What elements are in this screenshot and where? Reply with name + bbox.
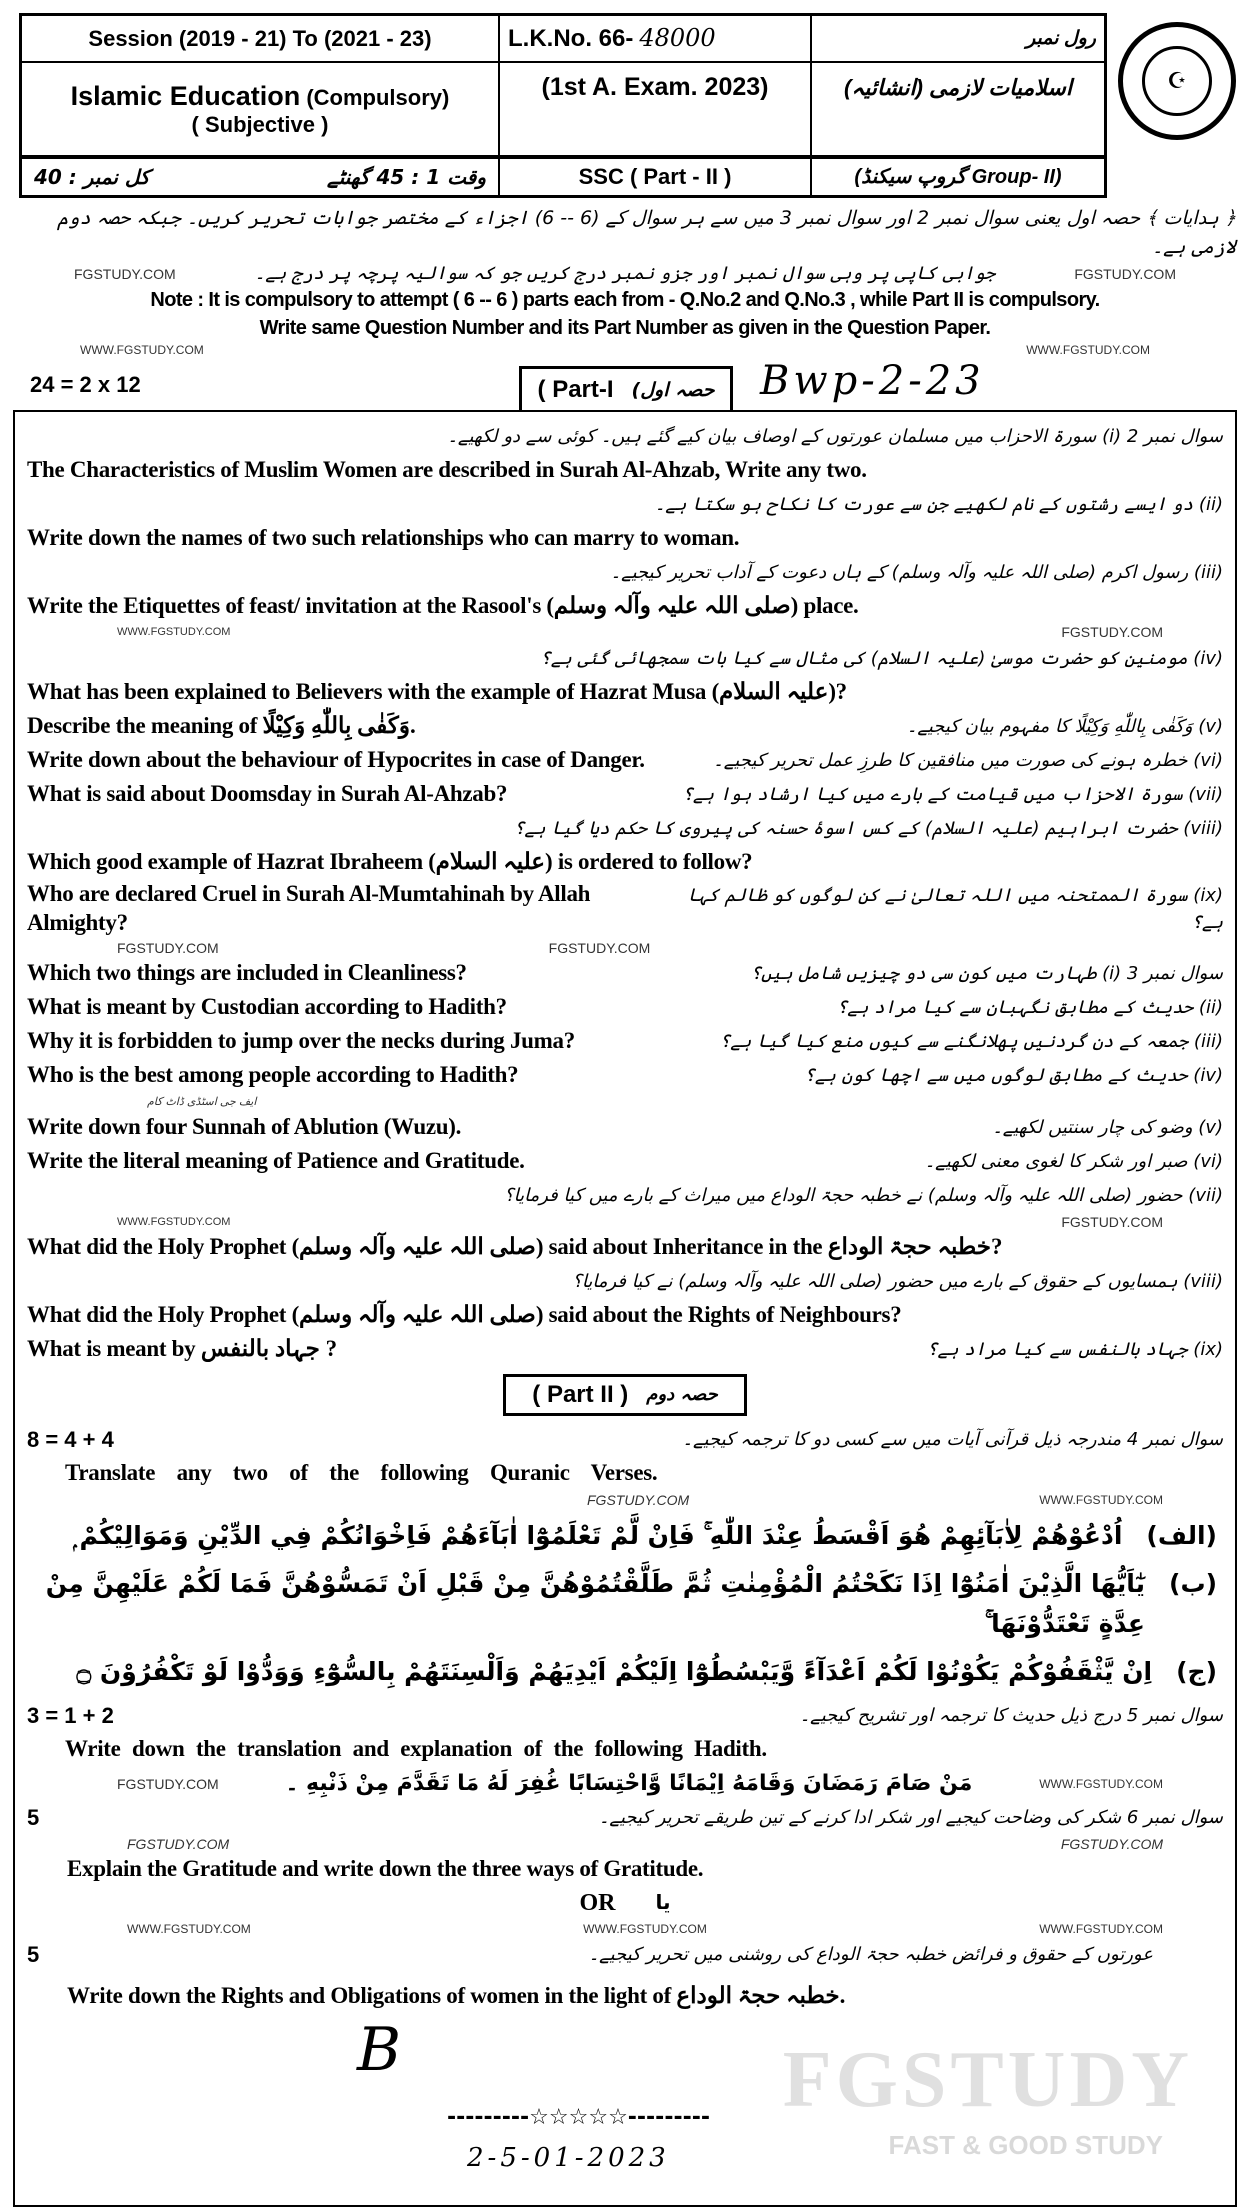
part1-heading [0, 360, 1250, 410]
watermark-text: WWW.FGSTUDY.COM [1026, 343, 1150, 357]
question-area [13, 410, 1237, 2207]
lk-number-cell [500, 16, 812, 63]
q6-urdu: سوال نمبر 6 شکر کی وضاحت کیجیے اور شکر ادا کرنے کے تین طریقے تحریر کیجیے۔ [598, 1807, 1223, 1828]
q3-urdu: (ii) حدیث کے مطابق نگہبان سے کیا مراد ہے؟ [836, 997, 1223, 1018]
watermark-text: FGSTUDY.COM [1060, 1835, 1163, 1852]
subject-suffix: (Compulsory) [306, 84, 450, 110]
subject-urdu: اسلامیات لازمی (انشائیہ) [812, 63, 1104, 159]
watermark-text: WWW.FGSTUDY.COM [1039, 1492, 1163, 1507]
watermark-text: FGSTUDY.COM [127, 1835, 230, 1852]
handwritten-code: Bwp-2-23 [760, 358, 985, 404]
q4-english: Translate any two of the following Quranic Verses. [65, 1460, 658, 1486]
q6-alt-urdu: عورتوں کے حقوق و فرائض خطبہ حجۃ الوداع کی روشنی میں تحریر کیجیے۔ [588, 1944, 1153, 1965]
q5-english: Write down the translation and explanation of the following Hadith. [65, 1736, 767, 1762]
header-area [0, 0, 1250, 204]
q3-urdu: (viii) ہمسایوں کے حقوق کے بارے میں حضور (صلی اللہ علیہ وآلہ وسلم) نے کیا فرمایا؟ [572, 1271, 1223, 1292]
q2-english: Who are declared Cruel in Surah Al-Mumtahinah by Allah Almighty? [27, 881, 591, 935]
watermark-text: FGSTUDY.COM [117, 939, 219, 956]
q3-english: What is meant by Custodian according to Hadith? [27, 994, 507, 1020]
q2-urdu: (viii) حضرت ابراہیم (علیہ السلام) کے کس اسوۂ حسنہ کی پیروی کا حکم دیا گیا ہے؟ [513, 817, 1223, 839]
watermark-text: FGSTUDY.COM [117, 1775, 219, 1792]
watermark-logo: FGSTUDY [782, 2035, 1193, 2124]
q2-english: What has been explained to Believers with the example of Hazrat Musa (علیہ السلام)? [27, 678, 847, 704]
handwritten-date: 2-5-01-2023 [467, 2142, 670, 2173]
part1-label-urdu: حصہ اول) [631, 378, 715, 401]
q3-english: Why it is forbidden to jump over the necks during Juma? [27, 1028, 575, 1054]
q3-english: What did the Holy Prophet (صلی اللہ علیہ وآلہ وسلم) said about Inheritance in the خطبہ حجۃ الوداع? [27, 1234, 1003, 1260]
watermark-text: WWW.FGSTUDY.COM [1039, 1921, 1163, 1936]
board-logo [1118, 22, 1236, 140]
instructions [0, 204, 1250, 342]
q3-english: Write down four Sunnah of Ablution (Wuzu). [27, 1114, 462, 1140]
signature: B [357, 2014, 406, 2085]
q3-english: Write the literal meaning of Patience and Gratitude. [27, 1148, 525, 1174]
part2-label: ( Part II ) [532, 1380, 629, 1408]
total-marks: کل نمبر : 40 [34, 164, 150, 189]
q2-english: Write down the names of two such relationships who can marry to woman. [27, 524, 740, 550]
q5-marks: 3 = 1 + 2 [27, 1702, 114, 1728]
watermark-text: WWW.FGSTUDY.COM [80, 343, 204, 357]
instructions-urdu-2: جوابی کاپی پر وہی سوال نمبر اور جزو نمبر درج کریں جو کہ سوالیہ پرچہ پر درج ہے۔ [254, 263, 996, 284]
note-text-2: Write same Question Number and its Part Number as given in the Question Paper. [259, 317, 991, 339]
lk-number: L.K.No. 66- [508, 24, 634, 52]
q6-marks: 5 [27, 1804, 40, 1830]
q2-urdu: (ii) دو ایسے رشتوں کے نام لکھیے جن سے عورت کا نکاح ہو سکتا ہے۔ [654, 493, 1223, 515]
verse-text: اُدْعُوْهُمْ لِاٰبَآئِهِمْ هُوَ اَقْسَطُ عِنْدَ اللّٰهِ ۚ فَاِنْ لَّمْ تَعْلَمُوْٓا اٰبَآءَهُمْ فَاِخْوَانُكُمْ فِي الدِّيْنِ وَمَوَالِيْكُمْ ۭ [73, 1520, 1123, 1550]
watermark-text: FGSTUDY.COM [548, 939, 651, 956]
q3-urdu: (iv) حدیث کے مطابق لوگوں میں سے اچھا کون ہے؟ [804, 1065, 1223, 1086]
verse-text: اِنْ يَّثْقَفُوْكُمْ يَكُوْنُوْا لَكُمْ اَعْدَآءً وَّيَبْسُطُوْٓا اِلَيْكُمْ اَيْدِيَهُمْ وَاَلْسِنَتَهُمْ بِالسُّوْٓءِ وَوَدُّوْا لَوْ تَكْفُرُوْنَ ۝ [76, 1656, 1153, 1686]
watermark-text: WWW.FGSTUDY.COM [117, 626, 231, 638]
part2-label-box [503, 1374, 747, 1416]
group-label: (Group- II گروپ سیکنڈ) [854, 165, 1062, 188]
q2-english: What is said about Doomsday in Surah Al-Ahzab? [27, 780, 508, 806]
verse-bay [27, 1564, 1223, 1644]
q2-english: Write down about the behaviour of Hypocrites in case of Danger. [27, 746, 645, 772]
star-emblem-icon: ☪ [1142, 46, 1212, 116]
instructions-urdu-1: ﴿ ہدایات ﴾ حصہ اول یعنی سوال نمبر 2 اور سوال نمبر 3 میں سے ہر سوال کے (6 -- 6) اجزاء کے مختصر جوابات تحریر کریں۔ جبکہ حصہ دوم لازمی ہے۔ [57, 207, 1236, 258]
verse-label: (ب) [1169, 1568, 1217, 1598]
watermark-text: WWW.FGSTUDY.COM [127, 1921, 251, 1936]
verse-jeem [27, 1652, 1223, 1692]
q6-alt-marks: 5 [27, 1941, 40, 1967]
verse-alif [27, 1516, 1223, 1556]
q4-marks: 8 = 4 + 4 [27, 1426, 114, 1452]
session-cell: Session (2019 - 21) To (2021 - 23) [22, 16, 500, 63]
watermark-text: FGSTUDY.COM [74, 265, 176, 282]
verse-label: (الف) [1146, 1520, 1217, 1550]
exam-title: (1st A. Exam. 2023) [500, 63, 812, 159]
roll-number-label: رول نمبر [812, 16, 1104, 63]
or-label: OR [579, 1889, 616, 1916]
end-stars: ---------☆☆☆☆☆--------- [447, 2104, 710, 2130]
or-label-urdu: یا [655, 1889, 671, 1914]
watermark-text: WWW.FGSTUDY.COM [117, 1215, 231, 1228]
q3-urdu: (ix) جہاد بالنفس سے کیا مراد ہے؟ [926, 1339, 1223, 1360]
subjective-label: ( Subjective ) [191, 111, 329, 137]
q4-urdu: سوال نمبر 4 مندرجہ ذیل قرآنی آیات میں سے کسی دو کا ترجمہ کیجیے۔ [682, 1429, 1223, 1450]
q3-urdu: (iii) جمعہ کے دن گردنیں پھلانگنے سے کیوں منع کیا گیا ہے؟ [719, 1031, 1223, 1052]
watermark-text: ایف جی اسٹڈی ڈاٹ کام [147, 1096, 257, 1108]
part2-label-urdu: حصہ دوم [646, 1384, 718, 1405]
lk-handwritten: 48000 [639, 23, 716, 52]
q2-urdu: (v) وَكَفٰى بِاللّٰهِ وَكِيْلًا کا مفہوم بیان کیجیے۔ [906, 715, 1223, 737]
watermark-tagline: FAST & GOOD STUDY [888, 2129, 1163, 2160]
q2-english: Write the Etiquettes of feast/ invitation at the Rasool's (صلی اللہ علیہ وآلہ وسلم) place. [27, 592, 859, 618]
watermark-text: WWW.FGSTUDY.COM [583, 1921, 707, 1936]
q3-english: What is meant by جہاد بالنفس ? [27, 1336, 338, 1362]
watermark-text: FGSTUDY.COM [1061, 1213, 1163, 1230]
q2-urdu: (vii) سورۃ الاحزاب میں قیامت کے بارے میں کیا ارشاد ہوا ہے؟ [682, 783, 1223, 805]
time-marks-cell [22, 159, 500, 195]
hadith-text: مَنْ صَامَ رَمَضَانَ وَقَامَهُ اِيْمَانًا وَّاحْتِسَابًا غُفِرَ لَهُ مَا تَقَدَّمَ مِنْ ذَنْبِهِ ۔ [285, 1771, 973, 1796]
q6-alt-english: Write down the Rights and Obligations of women in the light of خطبہ حجۃ الوداع. [67, 1983, 846, 2009]
watermark-text: FGSTUDY.COM [1074, 265, 1176, 282]
part1-label-box [519, 366, 733, 410]
verse-text: يٰٓاَيُّهَا الَّذِيْنَ اٰمَنُوْٓا اِذَا نَكَحْتُمُ الْمُؤْمِنٰتِ ثُمَّ طَلَّقْتُمُوْهُنَّ مِنْ قَبْلِ اَنْ تَمَسُّوْهُنَّ فَمَا لَكُمْ عَلَيْهِنَّ مِنْ عِدَّةٍ تَعْتَدُّوْنَهَا ۚ [45, 1568, 1146, 1638]
watermark-text: FGSTUDY.COM [1061, 624, 1163, 640]
verse-label: (ج) [1176, 1656, 1217, 1686]
q3-urdu: سوال نمبر 3 (i) طہارت میں کون سی دو چیزیں شامل ہیں؟ [750, 963, 1223, 984]
q3-urdu: (v) وضو کی چار سنتیں لکھیے۔ [992, 1117, 1223, 1138]
q5-urdu: سوال نمبر 5 درج ذیل حدیث کا ترجمہ اور تشریح کیجیے۔ [799, 1705, 1223, 1726]
subject-cell [22, 63, 500, 159]
header-table [19, 13, 1107, 198]
q6-english: Explain the Gratitude and write down the three ways of Gratitude. [67, 1856, 704, 1882]
q2-urdu: سوال نمبر 2 (i) سورۃ الاحزاب میں مسلمان عورتوں کے اوصاف بیان کیے گئے ہیں۔ کوئی سے دو لکھیے۔ [447, 425, 1223, 447]
q3-english: What did the Holy Prophet (صلی اللہ علیہ وآلہ وسلم) said about the Rights of Neighbours? [27, 1302, 902, 1328]
part1-label: ( Part-I [537, 375, 614, 403]
q3-urdu: (vii) حضور (صلی اللہ علیہ وآلہ وسلم) نے خطبہ حجۃ الوداع میں میراث کے بارے میں کیا فرمایا؟ [504, 1185, 1223, 1206]
q2-english: Which good example of Hazrat Ibraheem (علیہ السلام) is ordered to follow? [27, 848, 753, 874]
part1-marks: 24 = 2 x 12 [30, 372, 141, 397]
q2-urdu: (iii) رسول اکرم (صلی اللہ علیہ وآلہ وسلم) کے ہاں دعوت کے آداب تحریر کیجیے۔ [610, 561, 1223, 583]
q2-urdu: (vi) خطرہ ہونے کی صورت میں منافقین کا طرزِ عمل تحریر کیجیے۔ [713, 749, 1223, 771]
q3-english: Who is the best among people according to Hadith? [27, 1062, 519, 1088]
q3-english: Which two things are included in Cleanliness? [27, 960, 467, 986]
q2-english: Describe the meaning of وَكَفٰى بِاللّٰهِ وَكِيْلًا. [27, 712, 416, 738]
footer [27, 2015, 1223, 2205]
watermark-text: WWW.FGSTUDY.COM [1039, 1776, 1163, 1791]
q3-urdu: (vi) صبر اور شکر کا لغوی معنی لکھیے۔ [924, 1151, 1223, 1172]
watermark-text: FGSTUDY.COM [587, 1491, 690, 1508]
q2-urdu: (iv) مومنین کو حضرت موسیٰ (علیہ السلام) کی مثال سے کیا بات سمجھائی گئی ہے؟ [540, 647, 1223, 669]
class-label: SSC ( Part - II ) [500, 159, 812, 195]
subject-title: Islamic Education [70, 80, 301, 111]
time-allowed: وقت 1 : 45 گھنٹے [326, 164, 486, 189]
q2-urdu: (ix) سورۃ الممتحنہ میں اللہ تعالیٰ نے کن لوگوں کو ظالم کہا ہے؟ [687, 884, 1223, 933]
note-text: Note : It is compulsory to attempt ( 6 -- 6 ) parts each from - Q.No.2 and Q.No.3 , while Part II is compulsory. [150, 289, 1100, 311]
q2-english: The Characteristics of Muslim Women are described in Surah Al-Ahzab, Write any two. [27, 456, 867, 482]
